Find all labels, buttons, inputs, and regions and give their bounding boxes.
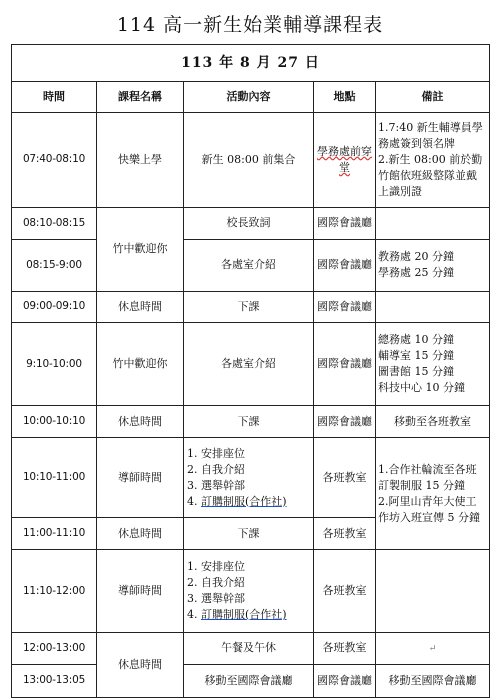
header-place: 地點 bbox=[314, 82, 376, 113]
place-cell: 各班教室 bbox=[314, 632, 376, 664]
time-cell: 10:10-11:00 bbox=[12, 437, 97, 517]
activity-list bbox=[186, 446, 311, 510]
content-cell bbox=[184, 550, 314, 633]
time-cell: 08:10-08:15 bbox=[12, 207, 97, 239]
note-cell bbox=[376, 323, 490, 406]
note-cell bbox=[376, 632, 490, 664]
content-cell bbox=[184, 437, 314, 517]
list-item-text: 訂購制服(合作社) bbox=[201, 608, 287, 622]
time-cell: 08:15-9:00 bbox=[12, 239, 97, 291]
list-item: 1. 安排座位 bbox=[201, 446, 311, 462]
place-text: 學務處前穿堂 bbox=[317, 145, 372, 175]
course-cell: 休息時間 bbox=[97, 632, 184, 697]
place-cell: 國際會議廳 bbox=[314, 664, 376, 697]
note-cell bbox=[376, 550, 490, 633]
document-title: 114 高一新生始業輔導課程表 bbox=[116, 14, 384, 36]
list-item: 3. 選舉幹部 bbox=[201, 478, 311, 494]
schedule-table bbox=[11, 44, 490, 698]
place-cell: 國際會議廳 bbox=[314, 291, 376, 323]
course-cell: 導師時間 bbox=[97, 550, 184, 633]
note-line: 科技中心 10 分鐘 bbox=[378, 381, 465, 395]
note-line: 2.阿里山青年大使工作坊入班宣傳 5 分鐘 bbox=[378, 494, 480, 524]
header-content: 活動內容 bbox=[184, 82, 314, 113]
time-cell: 9:10-10:00 bbox=[12, 323, 97, 406]
place-cell: 國際會議廳 bbox=[314, 323, 376, 406]
place-cell bbox=[314, 113, 376, 208]
time-cell: 10:00-10:10 bbox=[12, 406, 97, 438]
note-line: 2.新生 08:00 前於勤竹館依班級整隊並戴上識別證 bbox=[378, 153, 483, 198]
note-cell: 移動至各班教室 bbox=[376, 406, 490, 438]
course-cell: 休息時間 bbox=[97, 406, 184, 438]
content-cell: 午餐及午休 bbox=[184, 632, 314, 664]
note-cell bbox=[376, 239, 490, 291]
course-cell: 竹中歡迎你 bbox=[97, 323, 184, 406]
list-item-text: 訂購制服(合作社) bbox=[201, 494, 287, 508]
list-item bbox=[201, 494, 311, 510]
schedule-date: 113 年 8 月 27 日 bbox=[12, 45, 490, 82]
paragraph-mark: ↵ bbox=[428, 644, 437, 655]
activity-list bbox=[186, 559, 311, 623]
note-line: 教務處 20 分鐘 bbox=[378, 250, 454, 264]
time-cell: 11:00-11:10 bbox=[12, 518, 97, 550]
note-cell: 移動至國際會議廳 bbox=[376, 664, 490, 697]
course-cell: 休息時間 bbox=[97, 291, 184, 323]
content-cell: 下課 bbox=[184, 518, 314, 550]
place-cell: 各班教室 bbox=[314, 518, 376, 550]
place-cell: 各班教室 bbox=[314, 550, 376, 633]
note-cell bbox=[376, 113, 490, 208]
time-cell: 11:10-12:00 bbox=[12, 550, 97, 633]
time-cell: 09:00-09:10 bbox=[12, 291, 97, 323]
note-cell bbox=[376, 291, 490, 323]
place-cell: 國際會議廳 bbox=[314, 207, 376, 239]
place-cell: 國際會議廳 bbox=[314, 239, 376, 291]
time-cell: 13:00-13:05 bbox=[12, 664, 97, 697]
content-cell: 各處室介紹 bbox=[184, 239, 314, 291]
content-cell: 各處室介紹 bbox=[184, 323, 314, 406]
content-cell: 下課 bbox=[184, 291, 314, 323]
list-item: 3. 選舉幹部 bbox=[201, 591, 311, 607]
content-cell: 校長致詞 bbox=[184, 207, 314, 239]
note-line: 1.7:40 新生輔導員學務處簽到領名牌 bbox=[378, 121, 483, 151]
header-time: 時間 bbox=[12, 82, 97, 113]
note-cell bbox=[376, 207, 490, 239]
header-note: 備註 bbox=[376, 82, 490, 113]
note-line: 學務處 25 分鐘 bbox=[378, 266, 454, 280]
note-line: 1.合作社輪流至各班訂製制服 15 分鐘 bbox=[378, 462, 477, 492]
list-item: 2. 自我介紹 bbox=[201, 462, 311, 478]
list-item: 1. 安排座位 bbox=[201, 559, 311, 575]
time-cell: 07:40-08:10 bbox=[12, 113, 97, 208]
place-cell: 國際會議廳 bbox=[314, 406, 376, 438]
note-line: 輔導室 15 分鐘 bbox=[378, 349, 454, 363]
content-cell: 新生 08:00 前集合 bbox=[184, 113, 314, 208]
note-line: 圖書館 15 分鐘 bbox=[378, 365, 454, 379]
time-cell: 12:00-13:00 bbox=[12, 632, 97, 664]
list-item bbox=[201, 607, 311, 623]
course-cell: 竹中歡迎你 bbox=[97, 207, 184, 291]
note-cell bbox=[376, 437, 490, 549]
place-cell: 各班教室 bbox=[314, 437, 376, 517]
content-cell: 移動至國際會議廳 bbox=[184, 664, 314, 697]
list-item: 2. 自我介紹 bbox=[201, 575, 311, 591]
course-cell: 快樂上學 bbox=[97, 113, 184, 208]
course-cell: 導師時間 bbox=[97, 437, 184, 517]
course-cell: 休息時間 bbox=[97, 518, 184, 550]
header-course: 課程名稱 bbox=[97, 82, 184, 113]
note-line: 總務處 10 分鐘 bbox=[378, 333, 454, 347]
content-cell: 下課 bbox=[184, 406, 314, 438]
